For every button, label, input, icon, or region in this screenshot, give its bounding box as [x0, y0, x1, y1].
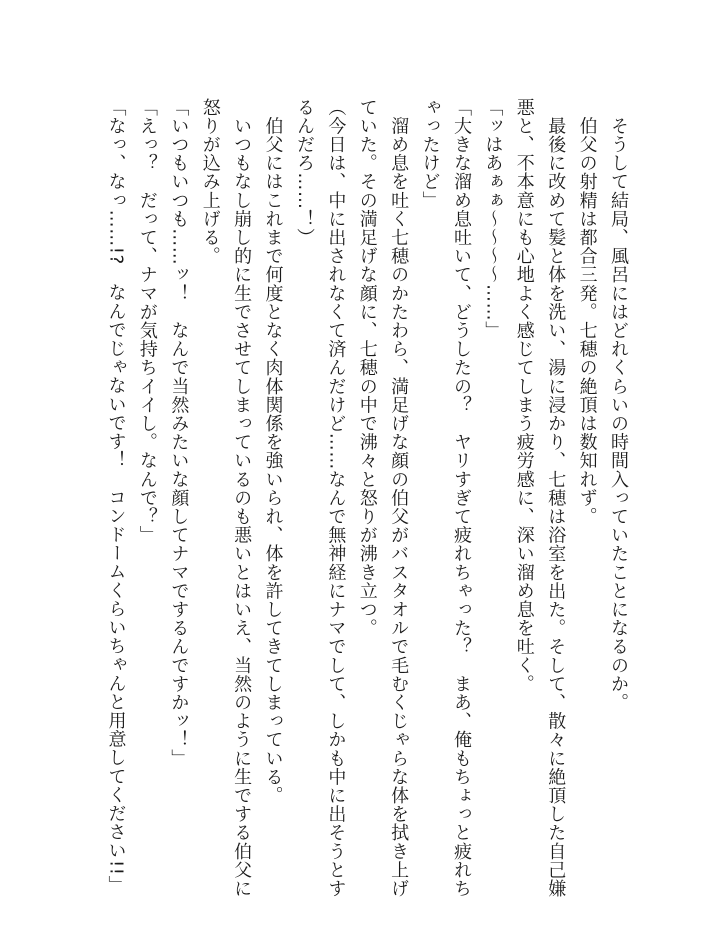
text-line: 怒りが込み上げる。 [199, 98, 221, 266]
text-line: 伯父の射精は都合三発。七穂の絶頂は数知れず。 [576, 98, 598, 526]
text-line: ていた。その満足げな顔に、七穂の中で沸々と怒りが沸き立つ。 [356, 98, 378, 638]
text-line: いつもなし崩し的に生でさせてしまっているのも悪いとはいえ、当然のように生でする伯父に [231, 98, 253, 898]
text-line: 悪と、不本意にも心地よく感じてしまう疲労感に、深い溜め息を吐く。 [513, 98, 535, 694]
text-line: 伯父にはこれまで何度となく肉体関係を強いられ、体を許してきてしまっている。 [262, 98, 284, 805]
text-line: 最後に改めて髪と体を洗い、湯に浸かり、七穂は浴室を出た。そして、散々に絶頂した自己嫌 [545, 98, 567, 898]
text-line: ゃったけど」 [419, 98, 441, 210]
text-line: 「えっ？ だって、ナマが気持ちイイし。なんで？」 [136, 98, 158, 545]
text-line: 「大きな溜め息吐いて、どうしたの？ ヤリすぎて疲れちゃった？ まあ、俺もちょっと疲れち [450, 98, 472, 898]
text-line: 「なっ、なっ……!? なんでじゃないです！ コンドームくらいちゃんと用意してください!!」 [105, 98, 127, 895]
vertical-text-body [100, 98, 634, 898]
text-line: そうして結局、風呂にはどれくらいの時間入っていたことになるのか。 [608, 98, 629, 712]
text-line: 「いつもいつも……ッ！ なんで当然みたいな顔してナマでするんですかッ！」 [168, 98, 190, 768]
text-line: 「ッはあぁぁ～～～～……」 [482, 98, 504, 340]
text-line: るんだろ……！） [293, 98, 315, 247]
text-line: （今日は、中に出されなくて済んだけど……なんで無神経にナマでして、しかも中に出そうとす [325, 98, 347, 898]
text-line: 溜め息を吐く七穂のかたわら、満足げな顔の伯父がバスタオルで毛むくじゃらな体を拭き上げ [388, 98, 410, 898]
